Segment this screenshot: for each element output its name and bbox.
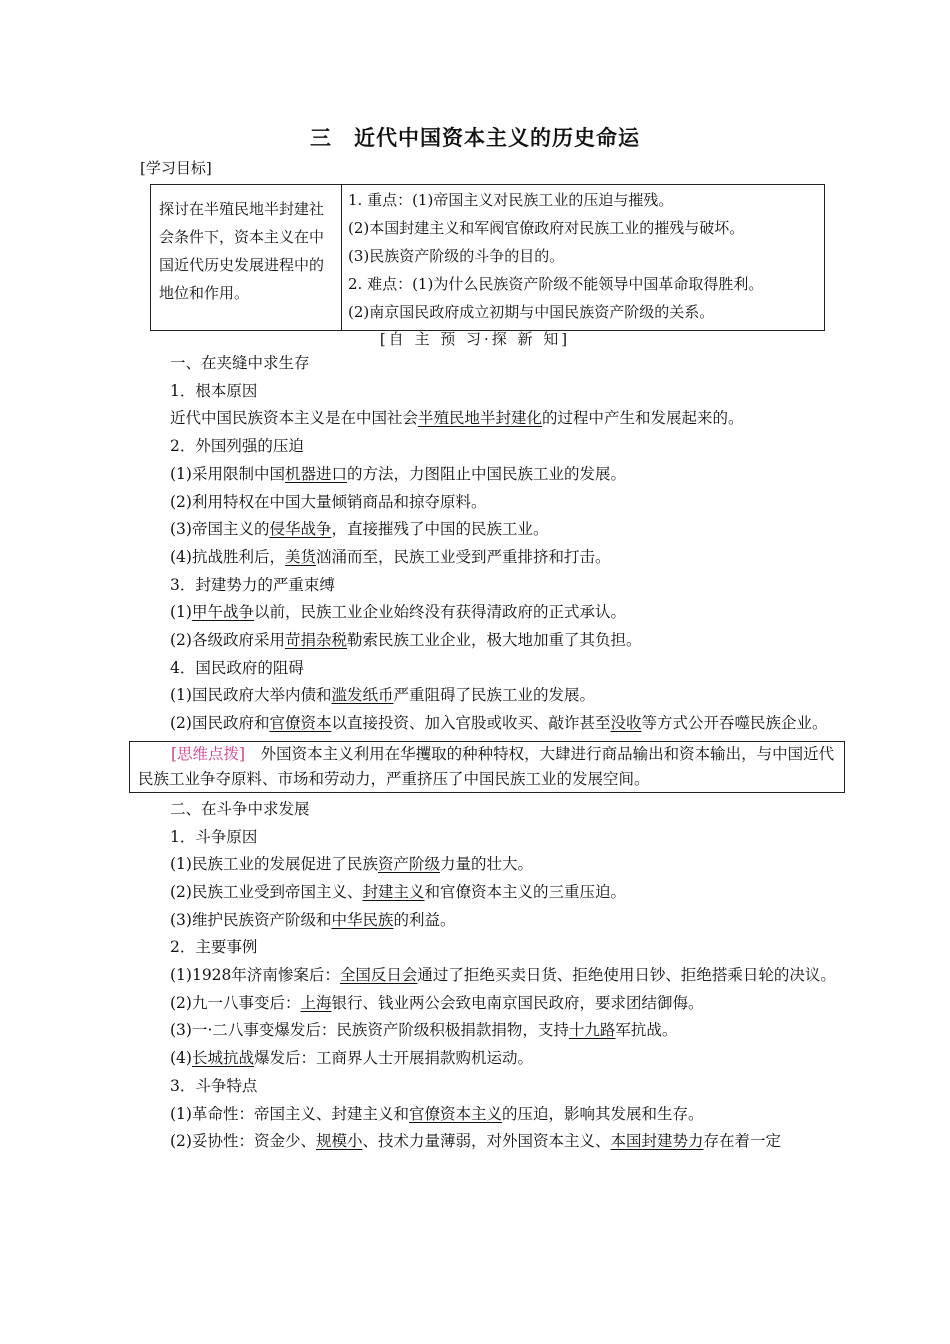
list-item: (2)利用特权在中国大量倾销商品和掠夺原料。: [170, 492, 487, 511]
section-heading: 一、在夹缝中求生存: [170, 354, 310, 372]
thinking-tip-tag: [思维点拨]: [171, 744, 246, 763]
subheading: 3．封建势力的严重束缚: [170, 575, 335, 594]
list-item: (1)1928年济南惨案后：全国反日会通过了拒绝买卖日货、拒绝使用日钞、拒绝搭乘日轮的决议。: [170, 966, 836, 985]
thinking-tip-box: [129, 741, 845, 793]
goals-item: (2)南京国民政府成立初期与中国民族资产阶级的关系。: [348, 303, 715, 321]
list-item: (2)九一八事变后：上海银行、钱业两公会致电南京国民政府，要求团结御侮。: [170, 993, 704, 1012]
learning-goals-table: [150, 184, 825, 331]
list-item: (1)革命性：帝国主义、封建主义和官僚资本主义的压迫，影响其发展和生存。: [170, 1104, 704, 1123]
list-item: (2)民族工业受到帝国主义、封建主义和官僚资本主义的三重压迫。: [170, 882, 626, 901]
thinking-tip-text: 外国资本主义利用在华攫取的种种特权，大肆进行商品输出和资本输出，与中国近代民族工业争夺原料、市场和劳动力，严重挤压了中国民族工业的发展空间。: [138, 744, 835, 788]
goals-item: (2)本国封建主义和军阀官僚政府对民族工业的摧残与破坏。: [348, 219, 745, 237]
subheading: 1．斗争原因: [170, 827, 258, 846]
list-item: (2)国民政府和官僚资本以直接投资、加入官股或收买、敲诈甚至没收等方式公开吞噬民族企业。: [170, 714, 828, 733]
list-item: (2)各级政府采用苛捐杂税勒索民族工业企业，极大地加重了其负担。: [170, 631, 642, 650]
list-item: (1)采用限制中国机器进口的方法，力图阻止中国民族工业的发展。: [170, 464, 626, 483]
goals-item: 1. 重点：(1)帝国主义对民族工业的压迫与摧残。: [348, 191, 674, 209]
subheading: 4．国民政府的阻碍: [170, 658, 304, 677]
subheading: 2．外国列强的压迫: [170, 437, 304, 456]
list-item: (3)一·二八事变爆发后：民族资产阶级积极捐款捐物，支持十九路军抗战。: [170, 1021, 678, 1040]
title-text: 近代中国资本主义的历史命运: [354, 126, 640, 150]
list-item: (3)帝国主义的侵华战争，直接摧残了中国的民族工业。: [170, 520, 549, 539]
subheading: 2．主要事例: [170, 938, 258, 957]
subheading: 1．根本原因: [170, 381, 258, 400]
paragraph: 近代中国民族资本主义是在中国社会半殖民地半封建化的过程中产生和发展起来的。: [170, 409, 744, 428]
page-title: [0, 122, 950, 152]
goals-item: 2. 难点：(1)为什么民族资产阶级不能领导中国革命取得胜利。: [348, 275, 764, 293]
list-item: (2)妥协性：资金少、规模小、技术力量薄弱，对外国资本主义、本国封建势力存在着一定: [170, 1132, 782, 1151]
section-label: [自 主 预 习·探 新 知]: [379, 330, 571, 348]
section-heading: 二、在斗争中求发展: [170, 799, 310, 818]
list-item: (4)抗战胜利后，美货汹涌而至，民族工业受到严重排挤和打击。: [170, 547, 611, 566]
list-item: (1)甲午战争以前，民族工业企业始终没有获得清政府的正式承认。: [170, 603, 626, 622]
goals-left-cell: 探讨在半殖民地半封建社会条件下，资本主义在中国近代历史发展进程中的地位和作用。: [151, 185, 342, 331]
subheading: 3．斗争特点: [170, 1076, 258, 1095]
goals-item: (3)民族资产阶级的斗争的目的。: [348, 247, 565, 265]
list-item: (4)长城抗战爆发后：工商界人士开展捐款购机运动。: [170, 1049, 533, 1068]
list-item: (1)民族工业的发展促进了民族资产阶级力量的壮大。: [170, 855, 533, 874]
list-item: (1)国民政府大举内债和滥发纸币严重阻碍了民族工业的发展。: [170, 686, 595, 705]
goals-right-cell: [342, 185, 825, 331]
list-item: (3)维护民族资产阶级和中华民族的利益。: [170, 910, 456, 929]
learning-goals-label: [学习目标]: [140, 159, 212, 177]
title-number: 三: [310, 126, 332, 150]
main-content: [137, 350, 847, 1156]
